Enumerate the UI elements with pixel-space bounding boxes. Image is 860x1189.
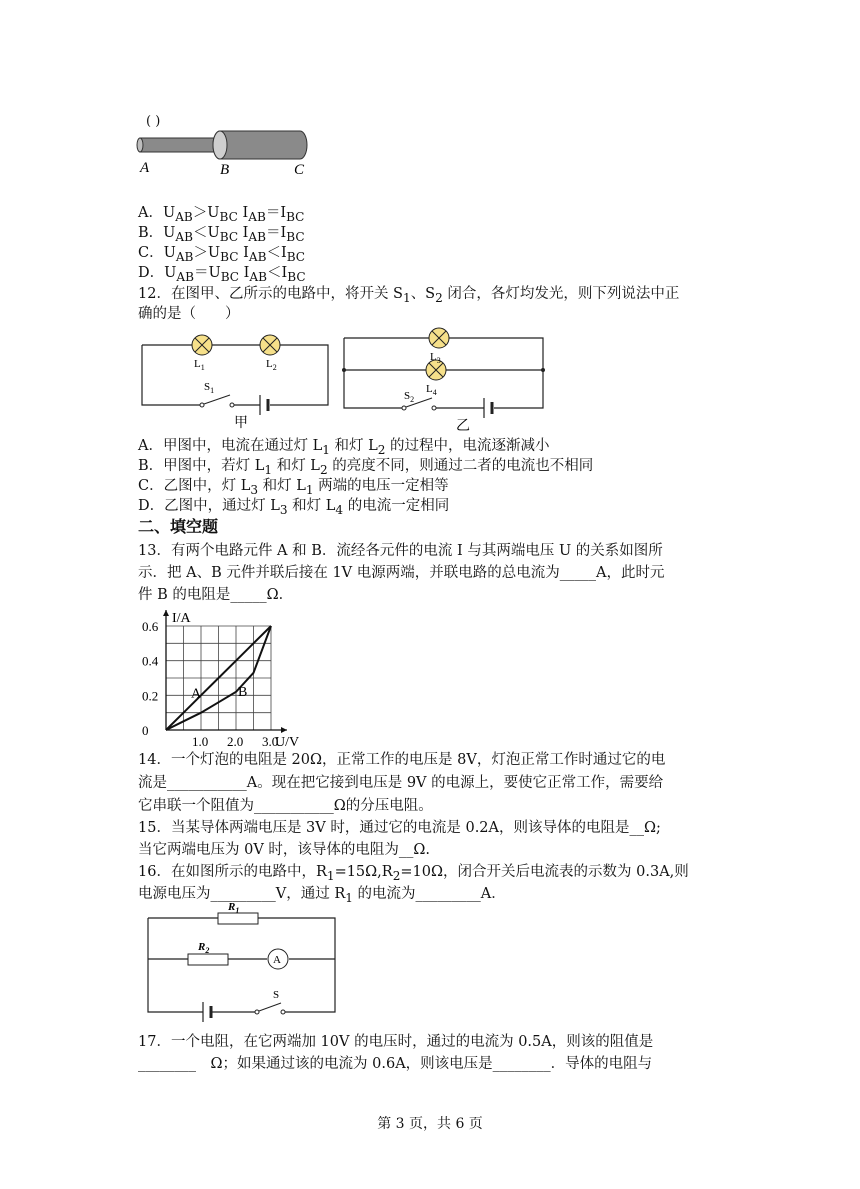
- lamp-l1-icon: [192, 335, 212, 355]
- resistor-r2-icon: [188, 954, 228, 965]
- lamp-l3-icon: [429, 328, 449, 348]
- q11-option-c: C．$U_{AB}>U_{BC}$ $I_{AB}<I_{BC}$: [138, 245, 306, 264]
- svg-text:L4: $L_4$: [426, 383, 437, 397]
- svg-text:L1: $L_1$: [194, 358, 205, 372]
- q12-option-b: B．甲图中，若灯 $L_1$ 和灯 $L_2$ 的亮度不同，则通过二者的电流也不相同: [138, 458, 594, 477]
- q14-line1: 14．一个灯泡的电阻是 20Ω，正常工作的电压是 8V，灯泡正常工作时通过它的电: [138, 752, 666, 768]
- svg-text:L3: $L_3$: [430, 351, 441, 365]
- q11-answer-bracket: ( ): [146, 114, 161, 129]
- x-axis-label: U/V: [275, 735, 300, 750]
- svg-text:R2: $R_2$: [198, 941, 210, 955]
- battery-icon: [203, 1002, 211, 1022]
- q13-line1: 13．有两个电路元件 A 和 B．流经各元件的电流 I 与其两端电压 U 的关系如图所: [138, 543, 663, 559]
- svg-text:S1: $S_1$: [204, 381, 215, 395]
- q12-option-d: D．乙图中，通过灯 $L_3$ 和灯 $L_4$ 的电流一定相同: [138, 498, 450, 517]
- q12-option-a: A．甲图中，电流在通过灯 $L_1$ 和灯 $L_2$ 的过程中，电流逐渐减小: [138, 438, 550, 457]
- switch-icon: [255, 1003, 285, 1014]
- y-axis-arrow: [163, 610, 169, 616]
- battery-icon: [260, 395, 268, 415]
- q11-option-a: A．$U_{AB}>U_{BC}$ $I_{AB}=I_{BC}$: [138, 205, 305, 224]
- circuit-yi: [344, 333, 549, 434]
- q11-conductor-figure: [136, 128, 316, 178]
- y-tick-label: 0.2: [142, 688, 159, 704]
- x-tick-label: 3.0: [262, 734, 279, 749]
- svg-text:R1: $R_1$: [228, 901, 240, 915]
- x-tick-label: 2.0: [227, 734, 244, 749]
- svg-text:L2: $L_2$: [266, 358, 277, 372]
- battery-icon: [484, 398, 492, 418]
- section-title: 二、填空题: [138, 517, 219, 536]
- series-label-A: A: [191, 686, 202, 702]
- q17-line2: ________ Ω；如果通过该的电流为 0.6A，则该电压是________．导体的电阻与: [138, 1056, 653, 1072]
- y-tick-label: 0: [142, 723, 149, 738]
- q14-line3: 它串联一个阻值为___________Ω的分压电阻。: [138, 798, 433, 814]
- switch-s1-icon: [200, 395, 234, 407]
- q15-line2: 当它两端电压为 0V 时，该导体的电阻为__Ω.: [138, 842, 431, 858]
- x-tick-label: 1.0: [192, 734, 209, 749]
- svg-text:S: S: [273, 989, 280, 1001]
- q16-line1: 16．在如图所示的电路中，$R_1=15\Omega,R_2=10\Omega$，闭合开关后电流表的示数为 0.3A,则: [138, 864, 689, 883]
- y-axis-label: I/A: [172, 611, 191, 626]
- svg-text:A: A: [273, 954, 281, 966]
- q13-line3: 件 B 的电阻是_____Ω．: [138, 587, 294, 603]
- q12-stem-line2: 确的是（ ）: [138, 306, 240, 322]
- q13-line2: 示．把 A、B 元件并联后接在 1V 电源两端，并联电路的总电流为_____A，此时元: [138, 565, 665, 581]
- q11-option-d: D．$U_{AB}=U_{BC}$ $I_{AB}<I_{BC}$: [138, 265, 306, 284]
- iu-graph-chart: [140, 606, 340, 750]
- label-b: B: [220, 162, 230, 178]
- q15-line1: 15．当某导体两端电压是 3V 时，通过它的电流是 0.2A，则该导体的电阻是__Ω;: [138, 820, 661, 836]
- q17-line1: 17．一个电阻，在它两端加 10V 的电压时，通过的电流为 0.5A，则该的阻值是: [138, 1034, 654, 1050]
- series-label-B: B: [238, 684, 248, 700]
- y-tick-label: 0.4: [142, 653, 159, 669]
- x-axis-arrow: [281, 727, 287, 733]
- ammeter-icon: [268, 949, 288, 969]
- caption-jia: 甲: [234, 416, 248, 431]
- y-tick-label: 0.6: [142, 619, 159, 634]
- lamp-l2-icon: [260, 335, 280, 355]
- label-a: A: [140, 160, 150, 176]
- label-c: C: [294, 162, 305, 178]
- svg-text:S2: $S_2$: [404, 390, 415, 404]
- page-footer: 第 3 页，共 6 页: [377, 1116, 483, 1132]
- q16-line2: 电源电压为_________V，通过 $R_1$ 的电流为_________A．: [138, 886, 506, 905]
- q14-line2: 流是___________A。现在把它接到电压是 9V 的电源上，要使它正常工作，需要给: [138, 775, 664, 791]
- circuit-jia: [142, 335, 337, 431]
- q12-option-c: C．乙图中，灯 $L_3$ 和灯 $L_1$ 两端的电压一定相等: [138, 478, 449, 497]
- caption-yi: 乙: [456, 419, 470, 434]
- q11-option-b: B．$U_{AB}<U_{BC}$ $I_{AB}=I_{BC}$: [138, 225, 305, 244]
- circuit-q16: [145, 900, 345, 1025]
- q12-stem-line1: 12．在图甲、乙所示的电路中，将开关 $S_1$、$S_2$ 闭合，各灯均发光，则下列说法中正: [138, 286, 680, 305]
